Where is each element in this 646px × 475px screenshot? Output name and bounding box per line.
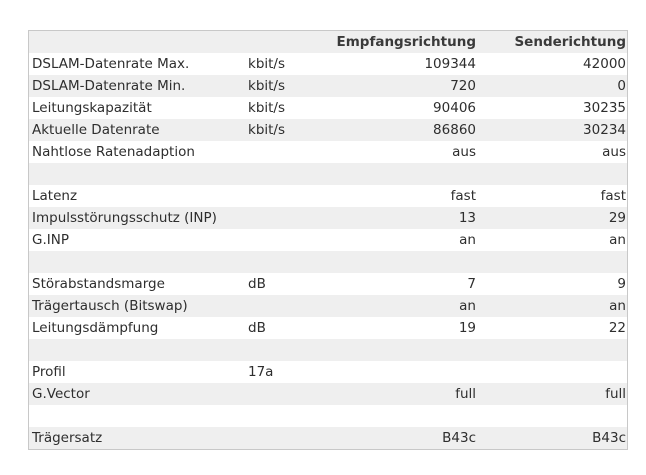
table-row xyxy=(29,317,627,339)
row-label: Impulsstörungsschutz (INP) xyxy=(32,210,217,226)
table-row xyxy=(29,229,627,251)
row-unit: kbit/s xyxy=(248,122,286,138)
row-receive-value: an xyxy=(459,298,476,314)
row-receive-value: 109344 xyxy=(424,56,476,72)
row-unit: kbit/s xyxy=(248,100,286,116)
table-row xyxy=(29,141,627,163)
row-receive-value: 19 xyxy=(458,320,476,336)
row-label: Leitungsdämpfung xyxy=(32,320,159,336)
row-receive-value: 720 xyxy=(450,78,476,94)
row-label: Trägertausch (Bitswap) xyxy=(32,298,188,314)
table-row xyxy=(29,251,627,273)
row-send-value: 30235 xyxy=(583,100,626,116)
row-label: Störabstandsmarge xyxy=(32,276,165,292)
table-row xyxy=(29,207,627,229)
row-send-value: fast xyxy=(600,188,626,204)
row-send-value: B43c xyxy=(592,430,626,446)
row-receive-value: an xyxy=(459,232,476,248)
table-row xyxy=(29,361,627,383)
table-body xyxy=(29,53,627,449)
row-receive-value: full xyxy=(455,386,476,402)
table-header-row xyxy=(29,31,627,53)
row-label: G.Vector xyxy=(32,386,90,402)
row-unit: dB xyxy=(248,276,266,292)
row-label: DSLAM-Datenrate Min. xyxy=(32,78,186,94)
row-send-value: aus xyxy=(602,144,626,160)
row-send-value: 29 xyxy=(608,210,626,226)
table-row xyxy=(29,339,627,361)
table-row xyxy=(29,75,627,97)
table-row xyxy=(29,405,627,427)
row-send-value: an xyxy=(609,232,626,248)
table-row xyxy=(29,273,627,295)
row-unit: kbit/s xyxy=(248,78,286,94)
row-send-value: 0 xyxy=(617,78,626,94)
row-label: Profil xyxy=(32,364,66,380)
row-label: Latenz xyxy=(32,188,78,204)
row-receive-value: 90406 xyxy=(433,100,476,116)
table-row xyxy=(29,53,627,75)
row-receive-value: 86860 xyxy=(433,122,476,138)
row-receive-value: 7 xyxy=(467,276,476,292)
table-row xyxy=(29,383,627,405)
row-send-value: full xyxy=(605,386,626,402)
row-label: G.INP xyxy=(32,232,69,248)
table-row xyxy=(29,163,627,185)
row-label: DSLAM-Datenrate Max. xyxy=(32,56,190,72)
row-send-value: 9 xyxy=(617,276,626,292)
row-receive-value: aus xyxy=(452,144,476,160)
table-row xyxy=(29,97,627,119)
row-unit: 17a xyxy=(248,364,274,380)
row-label: Trägersatz xyxy=(32,430,103,446)
table-row xyxy=(29,119,627,141)
row-send-value: an xyxy=(609,298,626,314)
table-row xyxy=(29,185,627,207)
row-label: Nahtlose Ratenadaption xyxy=(32,144,195,160)
row-receive-value: 13 xyxy=(458,210,476,226)
row-receive-value: fast xyxy=(450,188,476,204)
column-header-send: Senderichtung xyxy=(514,34,626,50)
column-header-receive: Empfangsrichtung xyxy=(336,34,476,50)
row-send-value: 30234 xyxy=(583,122,626,138)
dsl-info-table xyxy=(28,30,628,450)
row-send-value: 42000 xyxy=(583,56,626,72)
row-send-value: 22 xyxy=(608,320,626,336)
row-unit: kbit/s xyxy=(248,56,286,72)
row-label: Leitungskapazität xyxy=(32,100,152,116)
row-label: Aktuelle Datenrate xyxy=(32,122,160,138)
table-row xyxy=(29,427,627,449)
row-receive-value: B43c xyxy=(442,430,476,446)
row-unit: dB xyxy=(248,320,266,336)
table-row xyxy=(29,295,627,317)
